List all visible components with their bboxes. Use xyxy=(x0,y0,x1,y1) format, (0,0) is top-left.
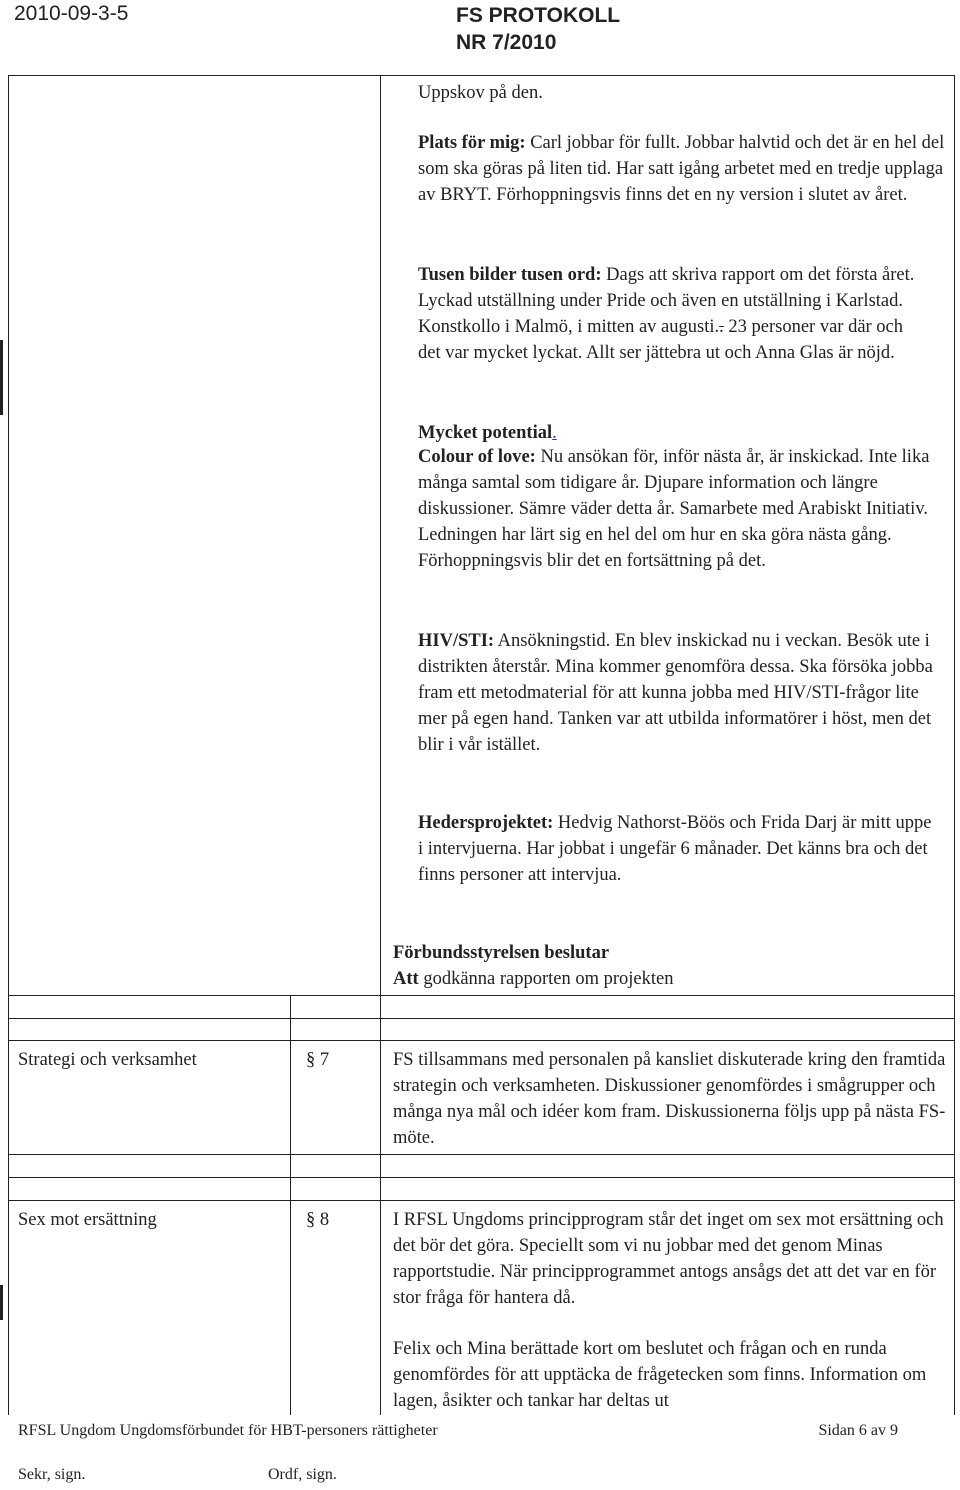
tusen-text2: 23 personer var där och det var mycket lyckat. Allt ser jättebra ut och Anna Glas är nöjd. xyxy=(418,317,904,363)
item-paragraph-number: § 8 xyxy=(306,1210,330,1230)
row-divider xyxy=(8,1177,954,1178)
item-text: I RFSL Ungdoms principprogram står det inget om sex mot ersättning och det bör det göra. Speciellt som vi nu jobbar med det genom Minas rapportstudie. När principprogrammet antogs ansågs det att det var en för stor fråga för hantera då. xyxy=(393,1210,944,1308)
hiv-text: Ansökningstid. En blev inskickad nu i veckan. Besök ute i distrikten återstår. Mina kommer genomföra dessa. Ska försöka jobba fram ett metodmaterial för att kunna jobba med HIV/STI-frågor lite mer på egen hand. Tanken var att utbilda informatörer i höst, men det blir i vår istället. xyxy=(418,631,933,755)
mycket-label: Mycket potential xyxy=(418,423,553,443)
decision-block xyxy=(393,940,933,992)
hiv-sti-paragraph xyxy=(418,628,948,758)
row-divider xyxy=(8,1018,954,1019)
page-header xyxy=(0,0,960,58)
plats-text: Carl jobbar för fullt. Jobbar halvtid och det är en hel del som ska göras på liten tid. Har satt igång arbetet med en tredje upplaga av BRYT. Förhoppningsvis finns det en ny version i slutet av året. xyxy=(418,133,945,205)
footer-org: RFSL Ungdom Ungdomsförbundet för HBT-personers rättigheter xyxy=(18,1422,438,1439)
footer-page-number: Sidan 6 av 9 xyxy=(818,1422,898,1439)
page-footer xyxy=(18,1422,898,1440)
header-title xyxy=(456,2,620,56)
plats-for-mig-paragraph xyxy=(418,130,948,208)
header-date: 2010-09-3-5 xyxy=(14,2,129,25)
chair-signature-label: Ordf, sign. xyxy=(268,1466,337,1483)
revision-bar xyxy=(0,340,3,415)
heders-text: Hedvig Nathorst-Böös och Frida Darj är mitt uppe i intervjuerna. Har jobbat i ungefär 6 månader. Det känns bra och det finns personer att intervjua. xyxy=(418,813,932,885)
tusen-label: Tusen bilder tusen ord: xyxy=(418,265,602,285)
item-text: FS tillsammans med personalen på kansliet diskuterade kring den framtida strategin och verksamheten. Diskussioner genomfördes i smågrupper och många nya mål och idéer kom fram. Diskussionerna följs upp på nästa FS-möte. xyxy=(393,1050,946,1148)
tusen-strike: . xyxy=(719,317,724,337)
uppskov-text: Uppskov på den. xyxy=(418,83,543,103)
table-border-top xyxy=(8,75,954,76)
table-border-right xyxy=(954,75,955,1415)
hedersprojektet-paragraph xyxy=(418,810,938,888)
colour-text: Nu ansökan för, inför nästa år, är inskickad. Inte lika många samtal som tidigare år. Djupare information och längre diskussioner. Sämre väder detta år. Samarbete med Arabiskt Initiativ. Ledningen har lärt sig en hel del om hur en ska göra nästa gång. Förhoppningsvis blir det en fortsättning på det. xyxy=(418,447,930,571)
revision-bar xyxy=(0,1285,3,1320)
item-title: Strategi och verksamhet xyxy=(18,1050,197,1070)
item-title: Sex mot ersättning xyxy=(18,1210,157,1230)
decision-title: Förbundsstyrelsen beslutar xyxy=(393,943,610,963)
item-paragraph-number: § 7 xyxy=(306,1050,330,1070)
table-border-left xyxy=(8,75,9,1415)
header-title-line2: NR 7/2010 xyxy=(456,31,557,54)
row-divider xyxy=(8,1200,954,1201)
mycket-dot: . xyxy=(552,423,557,443)
heders-label: Hedersprojektet: xyxy=(418,813,554,833)
mycket-potential-line xyxy=(418,420,938,446)
tusen-bilder-paragraph xyxy=(418,262,918,366)
decision-text: godkänna rapporten om projekten xyxy=(418,969,674,989)
colour-of-love-paragraph xyxy=(418,444,948,574)
row-divider xyxy=(8,1040,954,1041)
secretary-signature-label: Sekr, sign. xyxy=(18,1466,86,1483)
column-divider xyxy=(290,995,291,1415)
row-divider xyxy=(8,995,954,996)
colour-label: Colour of love: xyxy=(418,447,536,467)
hiv-label: HIV/STI: xyxy=(418,631,495,651)
plats-label: Plats för mig: xyxy=(418,133,526,153)
decision-att: Att xyxy=(393,969,419,989)
row-divider xyxy=(8,1154,954,1155)
column-divider xyxy=(380,995,381,1415)
tusen-text: Dags att skriva rapport om det första året. Lyckad utställning under Pride och även en utställning i Karlstad. Konstkollo i Malmö, i mitten av augusti. xyxy=(418,265,915,337)
item-text-continued: Felix och Mina berättade kort om beslutet och frågan och en runda genomfördes för att upptäcka de frågetecken som finns. Information om lagen, åsikter och tankar har deltas ut xyxy=(393,1339,927,1411)
table-inner-divider xyxy=(380,75,381,995)
header-title-line1: FS PROTOKOLL xyxy=(456,4,621,27)
